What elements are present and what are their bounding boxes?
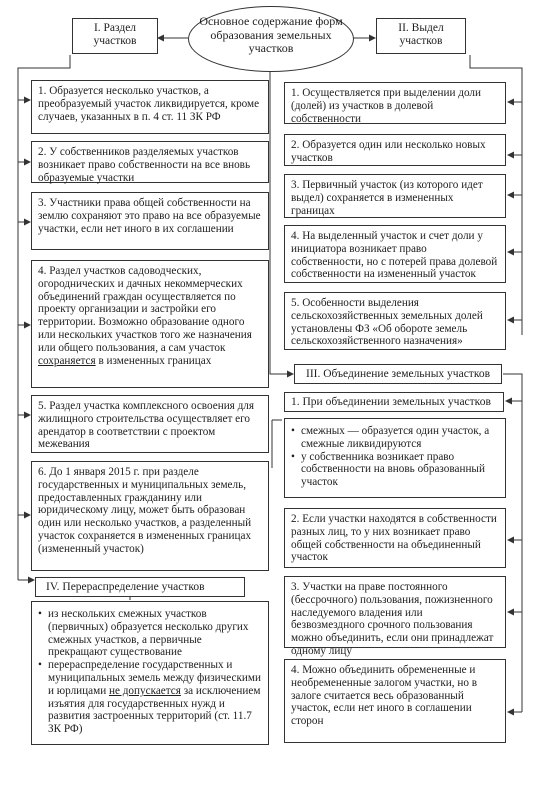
- union-item-1: [291, 425, 499, 451]
- vydel-item-1: [284, 82, 506, 124]
- union-item-2: [291, 451, 499, 489]
- union-item-2-text: у собственника возникает право собственности на вновь образованный участок: [301, 450, 485, 489]
- union-box-1-title: [284, 392, 504, 412]
- vydel-item-1-text: 1. Осуществляется при выделении доли (долей) из участков в долевой собственности: [291, 87, 481, 125]
- redistribution-item-1: [38, 608, 262, 659]
- redistribution-item-2-text-b: за исключением изъятия для государственных нужд и развития застроенных территорий (ст. 11.7 ЗК РФ): [48, 684, 261, 736]
- section-vydel-header: [376, 18, 466, 54]
- union-box-3-text: 3. Участки на праве постоянного (бессрочного) пользования, пожизненного наследуемого владения или безвозмездного срочного пользования можно объединить, если они принадлежат одному лицу: [291, 581, 494, 657]
- vydel-item-5-text: 5. Особенности выделения сельскохозяйственных земельных долей установлены ФЗ «Об обороте земель сельскохозяйственного назначения»: [291, 297, 483, 348]
- union-box-2: [284, 508, 506, 568]
- redistribution-item-2-underlined: не допускается: [108, 684, 181, 697]
- section-redistribution-title: IV. Перераспределение участков: [46, 581, 205, 593]
- vydel-item-2: [284, 134, 506, 166]
- razdel-item-5-text: 5. Раздел участка комплексного освоения для жилищного строительства осуществляет его арендатор в соответствии с проектом межевания: [38, 400, 255, 451]
- redistribution-item-2: [38, 659, 262, 736]
- razdel-item-5: [31, 395, 269, 453]
- center-title: Основное содержание форм образования земельных участков: [199, 14, 343, 55]
- razdel-item-1-text: 1. Образуется несколько участков, а преобразуемый участок ликвидируется, кроме случаев, указанных в п. 4 ст. 11 ЗК РФ: [38, 85, 260, 123]
- razdel-item-2: [31, 141, 269, 183]
- redistribution-item-1-text: из нескольких смежных участков (первичных) образуется несколько других смежных участков, а первичные прекращают существование: [48, 608, 249, 659]
- union-box-2-text: 2. Если участки находятся в собственности разных лиц, то у них возникает право общей собственности на объединенный участок: [291, 513, 497, 564]
- razdel-item-4: [31, 260, 269, 388]
- section-vydel-title: II. Выдел участков: [398, 22, 444, 47]
- vydel-item-3-text: 3. Первичный участок (из которого идет выдел) сохраняется в измененных границах: [291, 179, 483, 217]
- razdel-item-6-text: 6. До 1 января 2015 г. при разделе государственных и муниципальных земель, предоставленных гражданину или юридическому лицу, может быть образован один или несколько участков, а разделенный участок сохраняется в измененных границах (измененный участок): [38, 466, 252, 555]
- vydel-item-2-text: 2. Образуется один или несколько новых участков: [291, 139, 486, 164]
- razdel-item-4-text-a: 4. Раздел участков садоводческих, огороднических и дачных некоммерческих объединений граждан осуществляется по проекту организации и застройки его территории. Возможно образование одного или нескольких участков того же назначения или общего пользования, а сам участок: [38, 265, 252, 354]
- union-box-1-title-text: 1. При объединении земельных участков: [291, 396, 491, 408]
- razdel-item-1: [31, 80, 269, 134]
- union-box-4-text: 4. Можно объединить обремененные и необремененные залогом участки, но в залоге считается весь образованный участок, если нет иного в соглашении сторон: [291, 664, 477, 728]
- redistribution-list: [31, 601, 269, 745]
- razdel-item-3-text: 3. Участники права общей собственности на землю сохраняют это право на все образуемые участки, если нет иного в их соглашении: [38, 197, 261, 235]
- section-razdel-header: [72, 18, 158, 54]
- union-box-3: [284, 576, 506, 657]
- vydel-item-5: [284, 292, 506, 350]
- razdel-item-4-text-b: в измененных границах: [95, 354, 212, 367]
- razdel-item-3: [31, 192, 269, 250]
- union-box-4: [284, 659, 506, 743]
- section-razdel-title: I. Раздел участков: [93, 22, 137, 47]
- vydel-item-4-text: 4. На выделенный участок и счет доли у инициатора возникает право собственности, но с потерей права долевой собственности на измененный участок: [291, 230, 498, 281]
- section-union-title: III. Объединение земельных участков: [305, 368, 491, 380]
- section-redistribution-header: [35, 577, 245, 597]
- razdel-item-4-underlined: сохраняется: [38, 354, 96, 367]
- vydel-item-4: [284, 225, 506, 283]
- redistribution-item-2-text-a: перераспределение государственных и муниципальных земель между физическими и юрлицами: [48, 659, 261, 697]
- vydel-item-3: [284, 174, 506, 218]
- razdel-item-2-text: 2. У собственников разделяемых участков возникает право собственности на все вновь образуемые участки: [38, 146, 251, 184]
- section-union-header: [294, 364, 502, 384]
- union-box-1-list: [284, 418, 506, 498]
- center-ellipse: [188, 6, 354, 72]
- razdel-item-6: [31, 461, 269, 571]
- union-item-1-text: смежных — образуется один участок, а смежные ликвидируются: [301, 425, 490, 450]
